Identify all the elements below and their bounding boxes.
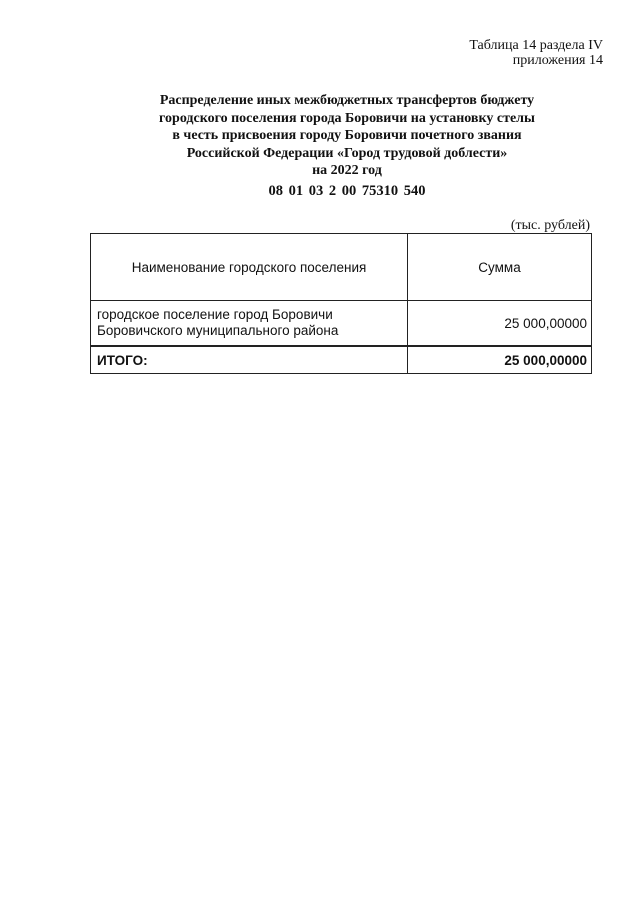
column-header-amount: Сумма bbox=[408, 234, 592, 301]
table-row bbox=[91, 301, 592, 347]
title-line-3: в честь присвоения городу Боровичи почетного звания bbox=[172, 128, 522, 143]
total-label: ИТОГО: bbox=[91, 346, 408, 374]
settlement-name-line-2: Боровичского муниципального района bbox=[97, 323, 339, 338]
table-reference bbox=[469, 38, 603, 68]
document-title bbox=[90, 92, 604, 200]
title-line-2: городского поселения города Боровичи на установку стелы bbox=[159, 110, 535, 126]
title-line-1: Распределение иных межбюджетных трансфертов бюджету bbox=[159, 93, 535, 108]
settlement-amount-cell: 25 000,00000 bbox=[408, 301, 592, 347]
settlement-name-cell bbox=[91, 301, 408, 347]
total-amount: 25 000,00000 bbox=[408, 346, 592, 374]
units-label: (тыс. рублей) bbox=[510, 218, 590, 233]
column-header-name: Наименование городского поселения bbox=[91, 234, 408, 301]
table-reference-line-2: приложения 14 bbox=[512, 53, 603, 68]
table-total-row bbox=[91, 346, 592, 374]
table-header-row bbox=[91, 234, 592, 301]
table-reference-line-1: Таблица 14 раздела IV bbox=[469, 38, 603, 53]
budget-classification-code: 08 01 03 2 00 75310 540 bbox=[268, 182, 426, 199]
title-line-5: на 2022 год bbox=[312, 163, 382, 178]
settlement-name-line-1: городское поселение город Боровичи bbox=[97, 307, 333, 322]
distribution-table bbox=[90, 233, 592, 374]
title-line-4: Российской Федерации «Город трудовой доблести» bbox=[186, 145, 508, 161]
